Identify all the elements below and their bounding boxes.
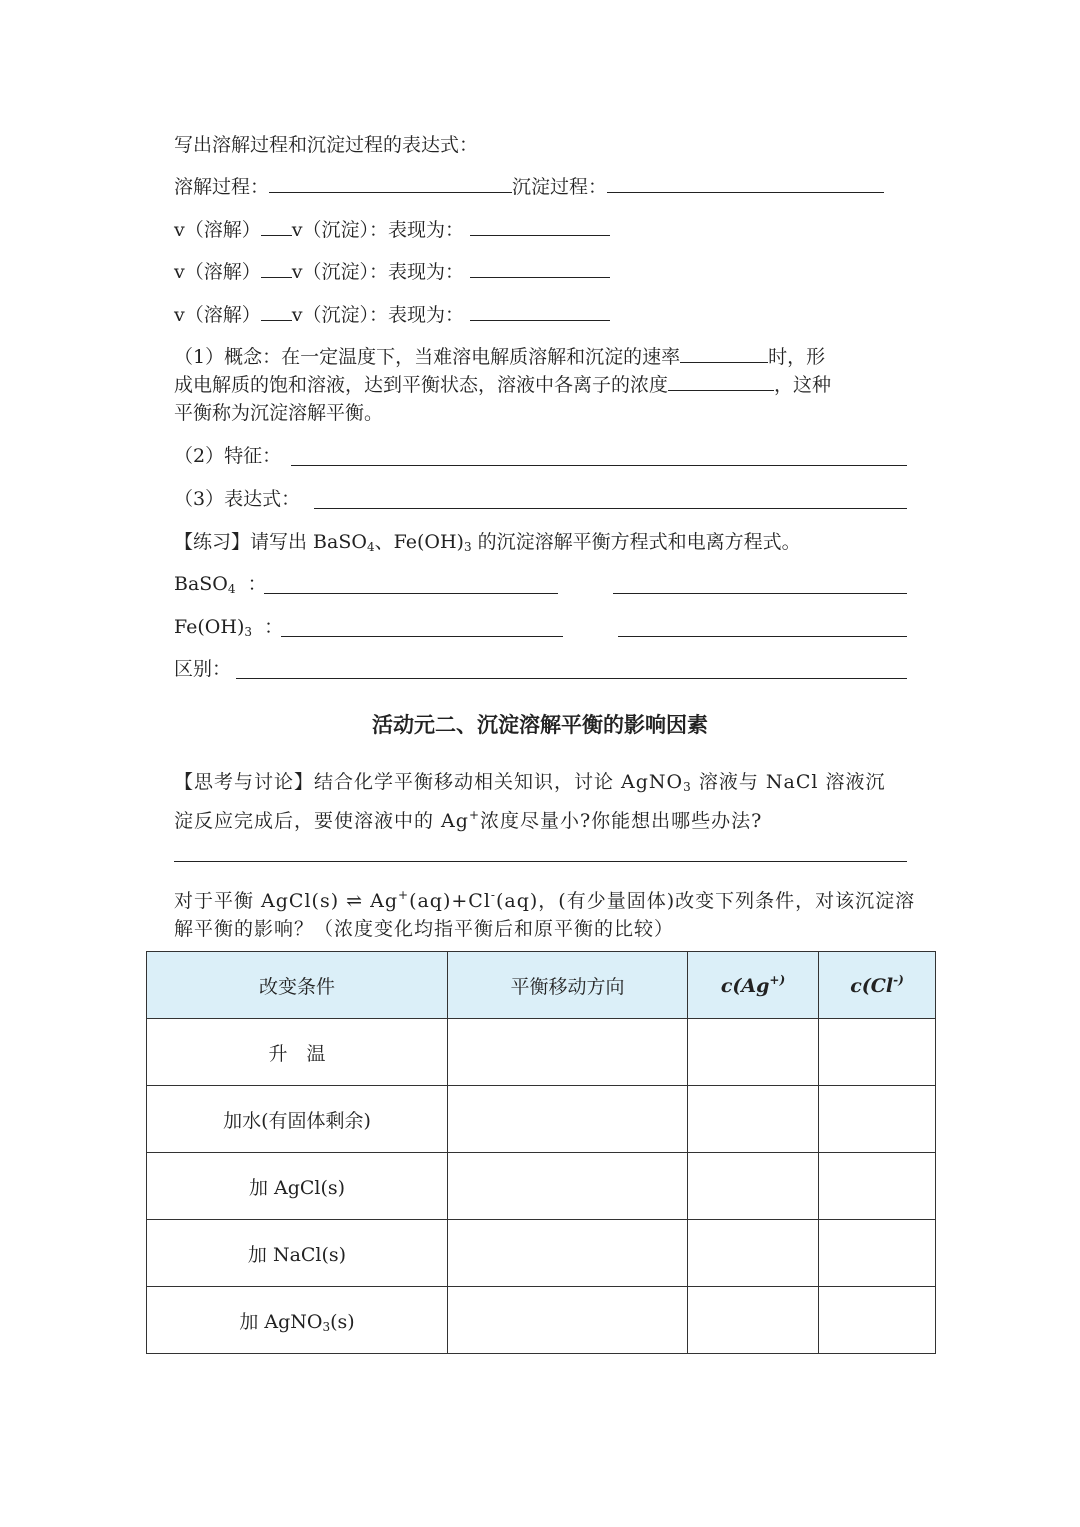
- feature-blank[interactable]: [291, 465, 907, 466]
- discussion-line-1: [174, 768, 914, 801]
- answer-cell[interactable]: [448, 1153, 688, 1220]
- rate-right: v（沉淀）：表现为：: [291, 261, 464, 283]
- header-c-ag: [688, 952, 819, 1019]
- answer-cell[interactable]: [819, 1287, 936, 1354]
- dissolve-blank[interactable]: [269, 174, 512, 193]
- answer-cell[interactable]: [448, 1086, 688, 1153]
- condition-tail: (s): [330, 1310, 355, 1333]
- equilibrium-sup: +: [398, 888, 410, 902]
- difference-label: 区别：: [174, 658, 232, 680]
- expression-blank[interactable]: [314, 508, 907, 509]
- formula-main: Fe(OH): [174, 616, 245, 638]
- practice-sub: 3: [463, 540, 472, 554]
- table-row: [147, 1220, 936, 1287]
- rate-compare-blank[interactable]: [261, 259, 292, 278]
- concept-text: ，这种: [774, 374, 832, 396]
- header-c-ag-text: c(Ag: [720, 975, 770, 997]
- rate-left: v（溶解）: [174, 219, 261, 241]
- concept-text: （1）概念：在一定温度下，当难溶电解质溶解和沉淀的速率: [174, 346, 681, 368]
- precipitate-label: 沉淀过程：: [512, 176, 608, 198]
- discussion-answer-blank[interactable]: [174, 861, 907, 862]
- equilibrium-part: (aq)+Cl: [409, 890, 491, 912]
- condition-cell: 加 NaCl(s): [147, 1220, 448, 1287]
- concept-text: 时，形: [768, 346, 826, 368]
- answer-cell[interactable]: [819, 1220, 936, 1287]
- feoh3-ionization-blank[interactable]: [618, 636, 907, 637]
- header-condition: 改变条件: [147, 952, 448, 1019]
- condition-cell: 加水(有固体剩余): [147, 1086, 448, 1153]
- discussion-part: 溶液与 NaCl 溶液沉: [691, 771, 886, 793]
- equilibrium-line-2: 解平衡的影响？（浓度变化均指平衡后和原平衡的比较）: [174, 918, 675, 940]
- process-line: [174, 174, 884, 200]
- section-title: 活动元二、沉淀溶解平衡的影响因素: [372, 713, 708, 737]
- equilibrium-paragraph: [174, 881, 914, 943]
- difference-blank[interactable]: [236, 678, 907, 679]
- answer-cell[interactable]: [688, 1086, 819, 1153]
- rate-appearance-blank[interactable]: [470, 302, 610, 321]
- rate-compare-blank[interactable]: [261, 217, 292, 236]
- answer-cell[interactable]: [819, 1086, 936, 1153]
- rate-left: v（溶解）: [174, 304, 261, 326]
- equilibrium-part: (aq)，(有少量固体)改变下列条件，对该沉淀溶: [495, 890, 916, 912]
- condition-sub: 3: [322, 1319, 331, 1334]
- condition-cell: [147, 1287, 448, 1354]
- condition-table: [146, 951, 936, 1354]
- rate-row: [174, 217, 610, 243]
- discussion-sup: +: [468, 808, 480, 822]
- formula-main: BaSO: [174, 573, 228, 595]
- dissolve-label: 溶解过程：: [174, 176, 270, 198]
- practice-part: 的沉淀溶解平衡方程式和电离方程式。: [471, 531, 801, 553]
- concept-text: 平衡称为沉淀溶解平衡。: [174, 402, 384, 424]
- header-c-ag-sup: +): [769, 973, 786, 987]
- rate-right: v（沉淀）：表现为：: [291, 219, 464, 241]
- answer-cell[interactable]: [448, 1287, 688, 1354]
- answer-cell[interactable]: [688, 1287, 819, 1354]
- answer-cell[interactable]: [448, 1019, 688, 1086]
- intro-text: 写出溶解过程和沉淀过程的表达式：: [174, 134, 479, 156]
- formula-sub: 4: [227, 582, 236, 596]
- formula-colon: ：: [235, 573, 267, 595]
- rate-compare-blank[interactable]: [261, 302, 292, 321]
- formula-sub: 3: [244, 625, 252, 639]
- answer-cell[interactable]: [819, 1019, 936, 1086]
- feoh3-label: [174, 614, 283, 645]
- discussion-part: 【思考与讨论】结合化学平衡移动相关知识，讨论 AgNO: [174, 771, 684, 793]
- answer-cell[interactable]: [688, 1220, 819, 1287]
- precipitate-blank[interactable]: [607, 174, 884, 193]
- rate-row: [174, 302, 610, 328]
- practice-part: 、Fe(OH): [374, 531, 464, 553]
- discussion-paragraph: [174, 768, 914, 835]
- answer-cell[interactable]: [688, 1019, 819, 1086]
- rate-appearance-blank[interactable]: [470, 259, 610, 278]
- expression-label: （3）表达式：: [174, 488, 301, 510]
- table-row: [147, 1287, 936, 1354]
- rate-left: v（溶解）: [174, 261, 261, 283]
- answer-cell[interactable]: [819, 1153, 936, 1220]
- practice-part: 【练习】请写出 BaSO: [174, 531, 367, 553]
- table-row: [147, 1086, 936, 1153]
- baso4-equilibrium-blank[interactable]: [264, 593, 558, 594]
- baso4-label: [174, 571, 267, 602]
- concept-concentration-blank[interactable]: [668, 372, 774, 391]
- discussion-line-2: [174, 801, 914, 835]
- header-c-cl-text: c(Cl: [850, 975, 894, 997]
- discussion-part: 浓度尽量小?你能想出哪些办法?: [480, 810, 763, 832]
- practice-text: [174, 529, 801, 560]
- equilibrium-sup: -: [490, 888, 496, 902]
- header-c-cl-sup: -): [893, 973, 904, 987]
- concept-rate-blank[interactable]: [680, 344, 768, 363]
- answer-cell[interactable]: [448, 1220, 688, 1287]
- formula-colon: ：: [252, 616, 284, 638]
- condition-cell: 升 温: [147, 1019, 448, 1086]
- condition-cell: 加 AgCl(s): [147, 1153, 448, 1220]
- rate-row: [174, 259, 610, 285]
- condition-text: 加 AgNO: [239, 1310, 323, 1333]
- header-c-cl: [819, 952, 936, 1019]
- rate-appearance-blank[interactable]: [470, 217, 610, 236]
- header-shift-direction: 平衡移动方向: [448, 952, 688, 1019]
- concept-text: 成电解质的饱和溶液，达到平衡状态，溶液中各离子的浓度: [174, 374, 669, 396]
- table-row: [147, 1153, 936, 1220]
- discussion-part: 淀反应完成后，要使溶液中的 Ag: [174, 810, 469, 832]
- discussion-sub: 3: [683, 780, 692, 794]
- concept-line-3: [174, 400, 383, 426]
- table-header-row: [147, 952, 936, 1019]
- answer-cell[interactable]: [688, 1153, 819, 1220]
- equilibrium-part: 对于平衡 AgCl(s) ⇌ Ag: [174, 890, 398, 912]
- equilibrium-line-1: [174, 881, 914, 915]
- baso4-ionization-blank[interactable]: [613, 593, 907, 594]
- feature-label: （2）特征：: [174, 445, 282, 467]
- rate-right: v（沉淀）：表现为：: [291, 304, 464, 326]
- feoh3-equilibrium-blank[interactable]: [281, 636, 563, 637]
- concept-line-1: [174, 344, 825, 370]
- concept-line-2: [174, 372, 831, 398]
- practice-sub: 4: [366, 540, 375, 554]
- table-row: [147, 1019, 936, 1086]
